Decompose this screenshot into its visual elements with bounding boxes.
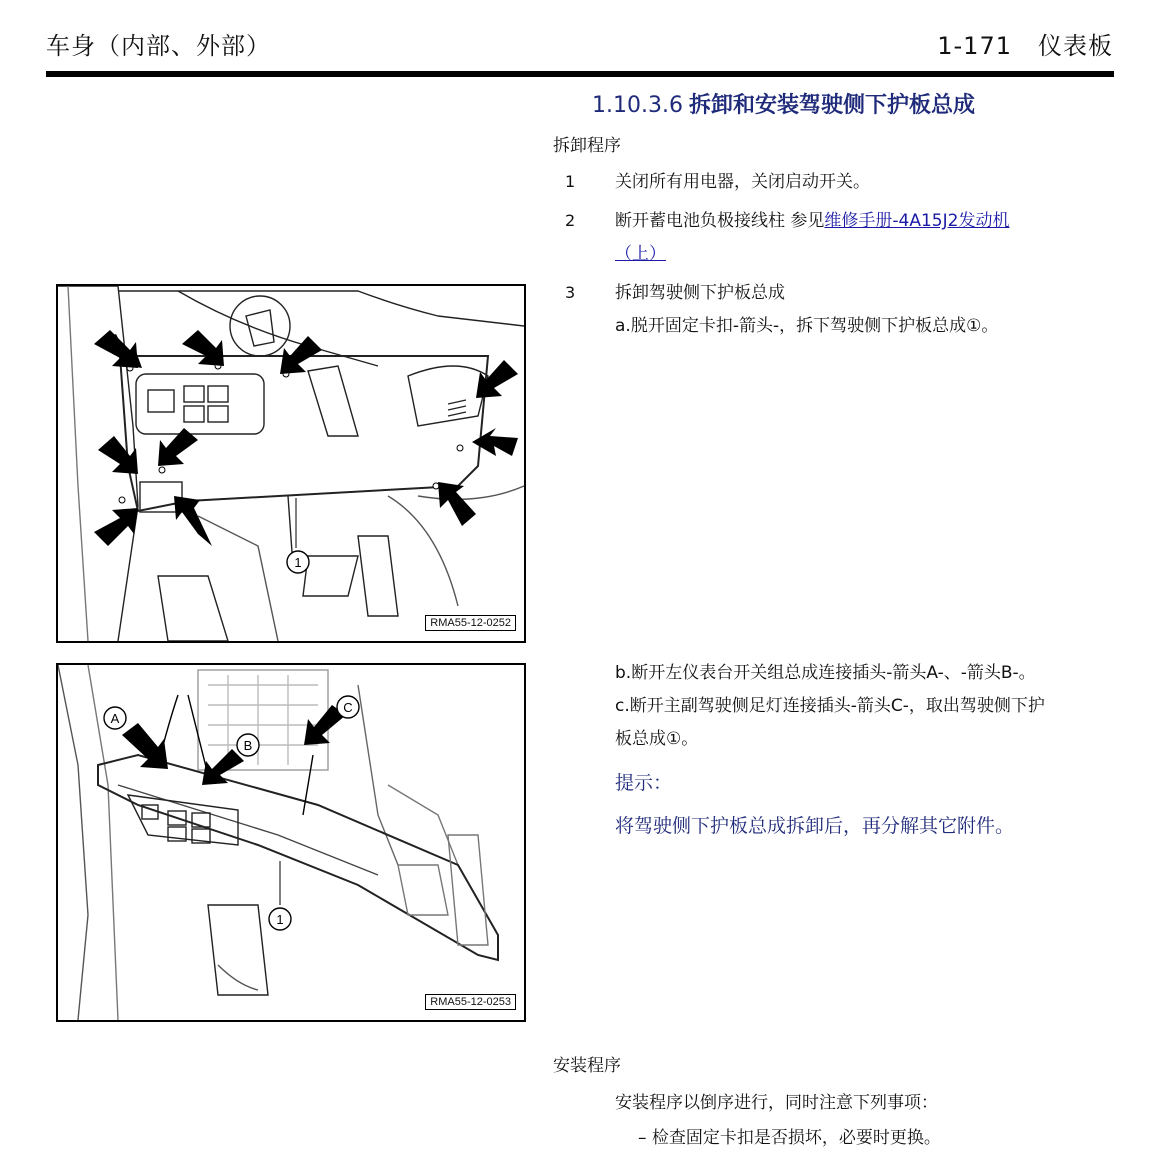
step-1-number: 1	[565, 172, 576, 191]
page-header-right	[937, 26, 1113, 61]
section-name: 仪表板	[1038, 32, 1113, 60]
installation-intro: 安装程序以倒序进行，同时注意下列事项：	[615, 1093, 938, 1113]
figure-id-label: RMA55-12-0253	[425, 994, 516, 1010]
note-text: 将驾驶侧下护板总成拆卸后，再分解其它附件。	[615, 815, 1015, 837]
section-number: 1.10.3.6	[592, 93, 683, 118]
callout-1: 1	[276, 912, 284, 927]
connector-illustration	[58, 665, 524, 1020]
chapter-title: 车身（内部、外部）	[46, 32, 271, 60]
installation-heading: 安装程序	[553, 1056, 621, 1076]
step-2-number: 2	[565, 211, 576, 230]
figure-connectors	[56, 663, 526, 1022]
callout-a: A	[110, 711, 120, 726]
step-1-text: 关闭所有用电器，关闭启动开关。	[615, 172, 870, 192]
step-3c-text-line2: 板总成①。	[615, 729, 699, 749]
section-title	[592, 88, 975, 119]
step-3-text: 拆卸驾驶侧下护板总成	[615, 283, 785, 303]
step-3-number: 3	[565, 283, 576, 302]
callout-b: B	[243, 738, 253, 753]
step-2-text	[615, 205, 1075, 271]
step-3a-text: a.脱开固定卡扣-箭头-，拆下驾驶侧下护板总成①。	[615, 316, 999, 336]
figure-id-label: RMA55-12-0252	[425, 615, 516, 631]
panel-illustration	[58, 286, 524, 641]
section-title-text: 拆卸和安装驾驶侧下护板总成	[688, 93, 975, 118]
step-3b-text: b.断开左仪表台开关组总成连接插头-箭头A-、-箭头B-。	[615, 663, 1036, 683]
callout-c: C	[343, 700, 353, 715]
step-2-label: 断开蓄电池负极接线柱 参见	[615, 211, 825, 231]
callout-1: 1	[294, 555, 302, 570]
header-rule	[46, 71, 1114, 77]
installation-bullet: – 检查固定卡扣是否损坏，必要时更换。	[638, 1128, 941, 1148]
note-title: 提示：	[615, 772, 673, 794]
manual-link-continuation[interactable]: （上）	[615, 244, 666, 264]
page-number: 1-171	[937, 32, 1012, 60]
figure-panel-removal	[56, 284, 526, 643]
removal-heading: 拆卸程序	[553, 136, 621, 156]
manual-link[interactable]: 维修手册-4A15J2发动机	[824, 211, 1010, 231]
step-3c-text-line1: c.断开主副驾驶侧足灯连接插头-箭头C-，取出驾驶侧下护	[615, 696, 1045, 716]
